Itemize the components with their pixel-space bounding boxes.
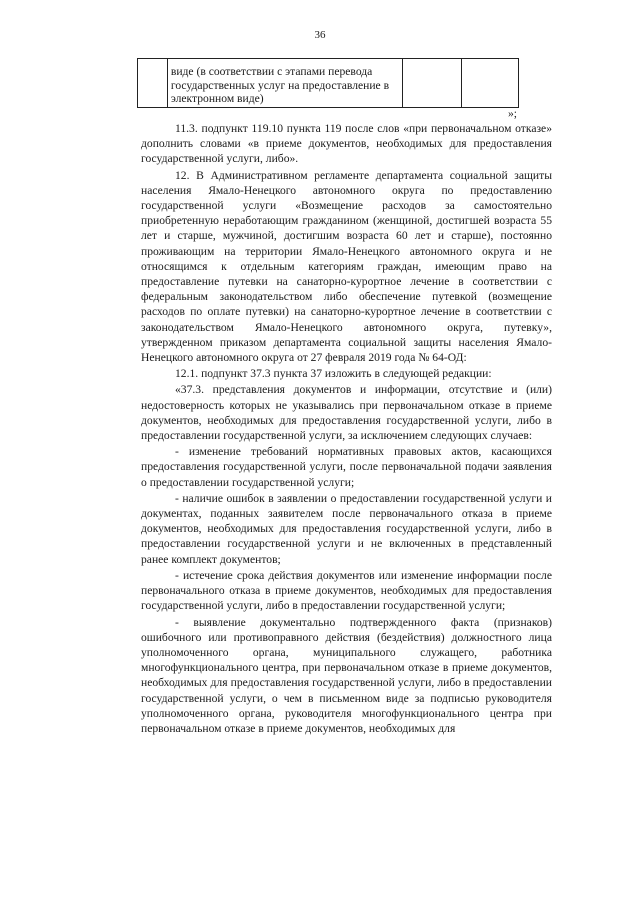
table-cell-empty xyxy=(403,59,462,108)
table-cell-text xyxy=(167,59,403,108)
list-item: - наличие ошибок в заявлении о предоставлении государственной услуги и документах, поданных заявителем после первоначального отказа в приеме документов, необходимых для предоставления государственной услуги, либо в предоставлении государственной услуги и не включенных в представленный ранее комплект документов; xyxy=(141,491,552,566)
table-cell-line: электронном виде) xyxy=(170,92,264,105)
table-cell-line: государственных услуг на предоставление в xyxy=(170,78,390,92)
paragraph-12: 12. В Административном регламенте департамента социальной защиты населения Ямало-Ненецкого автономного округа по предоставлению государственной услуги «Возмещение расходов за самостоятельно приобретенную неработающим гражданином (женщиной, достигшей возраста 55 лет и старше, мужчиной, достигшим возраста 60 лет и старше), постоянно проживающим на территории Ямало-Ненецкого автономного округа и не относящимся к отдельным категориям граждан, имеющим право на предоставление путевки на санаторно-курортное лечение в соответствии с федеральным законодательством либо обеспечение путевкой (возмещение расходов по оплате путевки) на санаторно-курортное лечение в соответствии с законодательством Ямало-Ненецкого автономного округа, путевку», утвержденном приказом департамента социальной защиты населения Ямало-Ненецкого автономного округа от 27 февраля 2019 года № 64-ОД: xyxy=(141,168,552,365)
paragraph-12-1: 12.1. подпункт 37.3 пункта 37 изложить в следующей редакции: xyxy=(175,367,492,381)
table-cell-line: виде (в соответствии с этапами перевода xyxy=(170,65,373,78)
table-cell-empty xyxy=(462,59,519,108)
table-fragment xyxy=(137,58,519,108)
list-item: - истечение срока действия документов или изменение информации после первоначального отказа в приеме документов, необходимых для предоставления государственной услуги, либо в предоставлении государственной услуги; xyxy=(141,568,552,613)
list-item: - изменение требований нормативных правовых актов, касающихся предоставления государственной услуги, после первоначальной подачи заявления о предоставлении государственной услуги; xyxy=(141,445,552,489)
table-cell-empty xyxy=(138,59,168,108)
list-item: - выявление документально подтвержденного факта (признаков) ошибочного или противоправного действия (бездействия) должностного лица уполномоченного органа, муниципального служащего, работника многофункционального центра, при первоначальном отказе в приеме документов, необходимых для предоставления государственной услуги, либо в предоставлении государственной услуги, о чем в письменном виде за подписью руководителя уполномоченного органа, руководителя многофункционального центра при первоначальном отказе в приеме документов, необходимых для xyxy=(141,615,552,735)
table-row xyxy=(138,59,519,108)
paragraph-37-3: «37.3. представления документов и информации, отсутствие и (или) недостоверность которых не указывались при первоначальном отказе в приеме документов, необходимых для предоставления государственной услуги, либо в предоставлении государственной услуги, за исключением следующих случаев: xyxy=(141,383,552,443)
page-number: 36 xyxy=(314,29,326,41)
document-body xyxy=(141,121,552,737)
closing-quote: »; xyxy=(508,107,518,120)
paragraph-11-3: 11.3. подпункт 119.10 пункта 119 после слов «при первоначальном отказе» дополнить словами «в приеме документов, необходимых для предоставления государственной услуги, либо». xyxy=(141,122,552,166)
